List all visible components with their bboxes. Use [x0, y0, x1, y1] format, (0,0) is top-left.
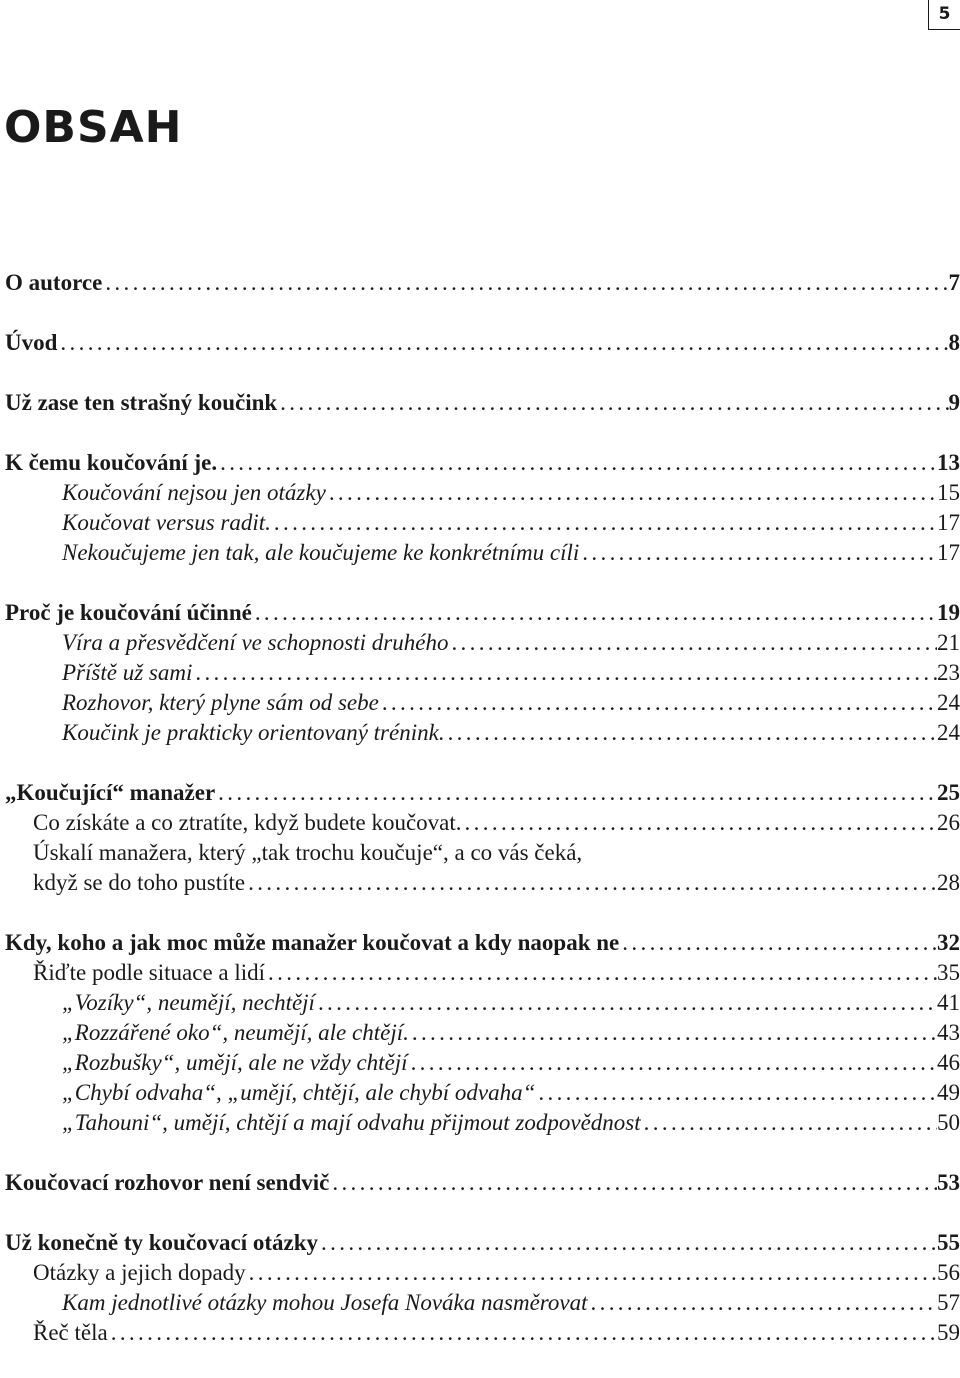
toc-entry-label: Koučovací rozhovor není sendvič	[5, 1168, 329, 1198]
toc-entry-label: „Vozíky“, neumějí, nechtějí	[62, 988, 315, 1018]
dot-leader	[465, 808, 937, 838]
toc-section	[5, 778, 960, 898]
toc-page-number: 8	[949, 328, 960, 358]
toc-subentry[interactable]	[5, 1318, 960, 1348]
toc-entry-label: K čemu koučování je.	[5, 448, 217, 478]
toc-chapter[interactable]	[5, 778, 960, 808]
dot-leader	[411, 1048, 937, 1078]
toc-page-number: 55	[937, 1228, 960, 1258]
dot-leader	[60, 328, 948, 358]
toc-entry-label: Koučovat versus radit.	[62, 508, 271, 538]
toc-page-number: 24	[937, 688, 960, 718]
toc-page-number: 56	[937, 1258, 960, 1288]
toc-entry-label: O autorce	[5, 268, 102, 298]
toc-section	[5, 598, 960, 748]
toc-page-number: 24	[937, 718, 960, 748]
toc-page-number: 32	[937, 928, 960, 958]
toc-entry-label: Co získáte a co ztratíte, když budete koučovat.	[33, 808, 462, 838]
toc-entry-label: Proč je koučování účinné	[5, 598, 252, 628]
toc-subentry[interactable]	[5, 1018, 960, 1048]
dot-leader	[268, 958, 937, 988]
toc-entry-label: „Tahouni“, umějí, chtějí a mají odvahu přijmout zodpovědnost	[62, 1108, 641, 1138]
toc-entry-label: „Rozzářené oko“, neumějí, ale chtějí.	[62, 1018, 409, 1048]
toc-subentry[interactable]	[5, 538, 960, 568]
toc-entry-label: Už zase ten strašný koučink	[5, 388, 277, 418]
toc-page-number: 46	[937, 1048, 960, 1078]
dot-leader	[220, 448, 937, 478]
dot-leader	[382, 688, 937, 718]
toc-chapter[interactable]	[5, 328, 960, 358]
toc-subentry[interactable]	[5, 508, 960, 538]
toc-chapter[interactable]	[5, 448, 960, 478]
toc-page-number: 19	[937, 598, 960, 628]
dot-leader	[195, 658, 937, 688]
dot-leader	[451, 628, 937, 658]
toc-subentry[interactable]	[5, 1258, 960, 1288]
toc-page-number: 17	[937, 538, 960, 568]
toc-entry-label: Nekoučujeme jen tak, ale koučujeme ke konkrétnímu cíli	[62, 538, 579, 568]
toc-entry-label: Rozhovor, který plyne sám od sebe	[62, 688, 379, 718]
toc-page-number: 15	[937, 478, 960, 508]
toc-entry-label: Otázky a jejich dopady	[33, 1258, 246, 1288]
toc-page-number: 43	[937, 1018, 960, 1048]
toc-entry-label: „Chybí odvaha“, „umějí, chtějí, ale chybí odvaha“	[62, 1078, 535, 1108]
dot-leader	[105, 268, 948, 298]
toc-page-number: 17	[937, 508, 960, 538]
toc-subentry[interactable]	[5, 1108, 960, 1138]
toc-entry-label: Koučink je prakticky orientovaný trénink.	[62, 718, 445, 748]
toc-page-number: 28	[937, 868, 960, 898]
toc-page-number: 25	[937, 778, 960, 808]
toc-entry-label: „Rozbušky“, umějí, ale ne vždy chtějí	[62, 1048, 408, 1078]
toc-entry-label: Kam jednotlivé otázky mohou Josefa Nováka nasměrovat	[62, 1288, 588, 1318]
toc-page-number: 50	[937, 1108, 960, 1138]
toc-chapter[interactable]	[5, 1168, 960, 1198]
toc-subentry[interactable]	[5, 628, 960, 658]
toc-section	[5, 1168, 960, 1198]
toc-subentry[interactable]	[5, 958, 960, 988]
toc-page-number: 9	[949, 388, 960, 418]
table-of-contents	[5, 268, 960, 1378]
page-number: 5	[928, 0, 960, 30]
dot-leader	[321, 1228, 937, 1258]
toc-chapter[interactable]	[5, 928, 960, 958]
toc-entry-label: Řiďte podle situace a lidí	[33, 958, 265, 988]
toc-entry-label: Koučování nejsou jen otázky	[62, 478, 326, 508]
toc-subentry[interactable]	[5, 868, 960, 898]
dot-leader	[111, 1318, 937, 1348]
toc-subentry[interactable]	[5, 478, 960, 508]
toc-subentry[interactable]	[5, 658, 960, 688]
dot-leader	[538, 1078, 937, 1108]
dot-leader	[582, 538, 937, 568]
toc-subentry[interactable]	[5, 688, 960, 718]
toc-section	[5, 448, 960, 568]
toc-entry-label: Řeč těla	[33, 1318, 108, 1348]
toc-subentry[interactable]	[5, 808, 960, 838]
toc-page-number: 53	[937, 1168, 960, 1198]
dot-leader	[332, 1168, 937, 1198]
toc-page-number: 21	[937, 628, 960, 658]
dot-leader	[255, 598, 937, 628]
dot-leader	[218, 778, 937, 808]
dot-leader	[280, 388, 948, 418]
toc-page-number: 7	[949, 268, 960, 298]
toc-chapter[interactable]	[5, 388, 960, 418]
toc-page-number: 35	[937, 958, 960, 988]
toc-page-number: 26	[937, 808, 960, 838]
toc-section	[5, 388, 960, 418]
toc-entry-label: „Koučující“ manažer	[5, 778, 215, 808]
toc-entry-label: Víra a přesvědčení ve schopnosti druhého	[62, 628, 448, 658]
dot-leader	[644, 1108, 937, 1138]
toc-page-number: 13	[937, 448, 960, 478]
toc-subentry[interactable]	[5, 1078, 960, 1108]
toc-section	[5, 1228, 960, 1348]
toc-page-number: 57	[937, 1288, 960, 1318]
toc-subentry[interactable]	[5, 1288, 960, 1318]
toc-entry-label: když se do toho pustíte	[33, 868, 245, 898]
toc-subentry[interactable]	[5, 1048, 960, 1078]
dot-leader	[448, 718, 937, 748]
toc-section	[5, 328, 960, 358]
toc-entry-label: Úskalí manažera, který „tak trochu koučuje“, a co vás čeká,	[5, 838, 960, 868]
toc-page-number: 23	[937, 658, 960, 688]
toc-subentry[interactable]	[5, 718, 960, 748]
toc-chapter[interactable]	[5, 598, 960, 628]
toc-chapter[interactable]	[5, 268, 960, 298]
dot-leader	[329, 478, 937, 508]
toc-section	[5, 928, 960, 1138]
page-title: OBSAH	[4, 92, 183, 164]
dot-leader	[412, 1018, 937, 1048]
toc-entry-label: Úvod	[5, 328, 57, 358]
dot-leader	[248, 868, 937, 898]
dot-leader	[318, 988, 937, 1018]
dot-leader	[622, 928, 937, 958]
dot-leader	[274, 508, 937, 538]
dot-leader	[591, 1288, 938, 1318]
toc-section	[5, 268, 960, 298]
toc-page-number: 59	[937, 1318, 960, 1348]
toc-page-number: 41	[937, 988, 960, 1018]
dot-leader	[249, 1258, 937, 1288]
toc-subentry[interactable]	[5, 988, 960, 1018]
toc-entry-label: Už konečně ty koučovací otázky	[5, 1228, 318, 1258]
toc-chapter[interactable]	[5, 1228, 960, 1258]
toc-entry-label: Kdy, koho a jak moc může manažer koučovat a kdy naopak ne	[5, 928, 619, 958]
toc-page-number: 49	[937, 1078, 960, 1108]
toc-entry-label: Příště už sami	[62, 658, 192, 688]
